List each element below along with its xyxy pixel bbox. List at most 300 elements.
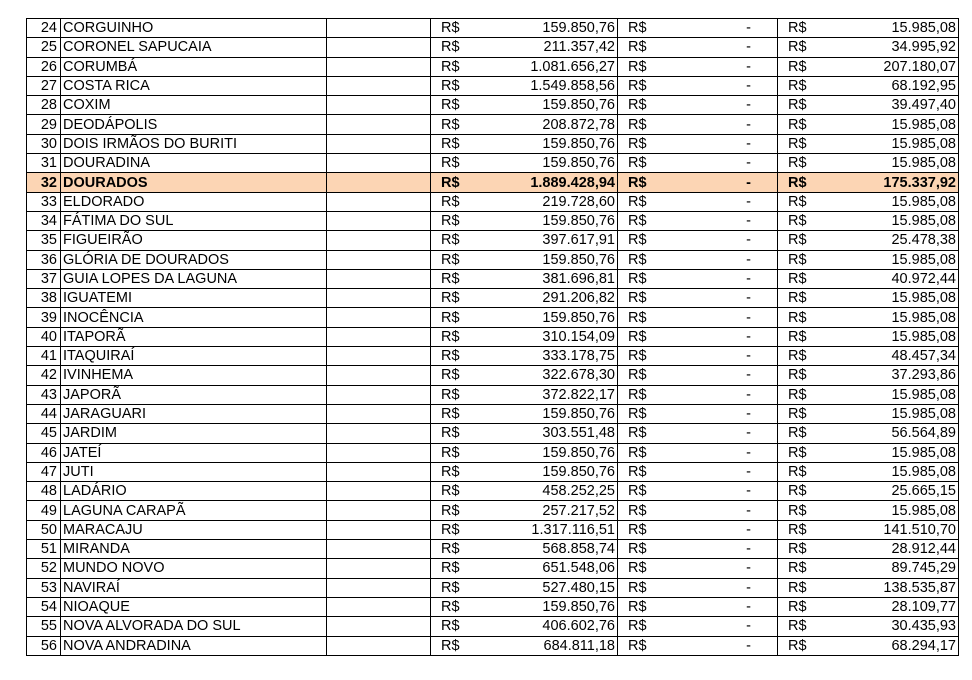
amount-value: 1.549.858,56: [479, 76, 618, 95]
amount-value: 303.551,48: [479, 424, 618, 443]
table-row: [27, 76, 959, 95]
dash-value: -: [656, 76, 778, 95]
currency-label: R$: [618, 578, 656, 597]
currency-label: R$: [618, 115, 656, 134]
municipality-name: ITAPORÃ: [61, 327, 327, 346]
transfer-value: 138.535,87: [824, 578, 959, 597]
table-row: [27, 404, 959, 423]
dash-value: -: [656, 385, 778, 404]
municipality-name: NOVA ANDRADINA: [61, 636, 327, 655]
currency-label: R$: [778, 578, 824, 597]
row-number: 53: [27, 578, 61, 597]
empty-cell: [327, 76, 431, 95]
currency-label: R$: [618, 501, 656, 520]
table-row: [27, 308, 959, 327]
dash-value: -: [656, 520, 778, 539]
currency-label: R$: [431, 269, 479, 288]
row-number: 40: [27, 327, 61, 346]
transfer-value: 15.985,08: [824, 404, 959, 423]
currency-label: R$: [431, 76, 479, 95]
currency-label: R$: [618, 385, 656, 404]
table-row: [27, 134, 959, 153]
municipality-name: CORUMBÁ: [61, 57, 327, 76]
municipality-name: JUTI: [61, 462, 327, 481]
table-row: [27, 211, 959, 230]
currency-label: R$: [778, 385, 824, 404]
amount-value: 406.602,76: [479, 617, 618, 636]
empty-cell: [327, 173, 431, 192]
row-number: 25: [27, 38, 61, 57]
dash-value: -: [656, 250, 778, 269]
row-number: 29: [27, 115, 61, 134]
currency-label: R$: [778, 540, 824, 559]
table-row: [27, 231, 959, 250]
dash-value: -: [656, 38, 778, 57]
currency-label: R$: [431, 617, 479, 636]
amount-value: 310.154,09: [479, 327, 618, 346]
empty-cell: [327, 19, 431, 38]
table-row: [27, 482, 959, 501]
currency-label: R$: [778, 308, 824, 327]
amount-value: 208.872,78: [479, 115, 618, 134]
municipality-name: NOVA ALVORADA DO SUL: [61, 617, 327, 636]
currency-label: R$: [778, 443, 824, 462]
table-row: [27, 57, 959, 76]
currency-label: R$: [778, 617, 824, 636]
row-number: 33: [27, 192, 61, 211]
dash-value: -: [656, 424, 778, 443]
currency-label: R$: [431, 192, 479, 211]
amount-value: 1.081.656,27: [479, 57, 618, 76]
currency-label: R$: [431, 347, 479, 366]
dash-value: -: [656, 636, 778, 655]
municipality-name: DOIS IRMÃOS DO BURITI: [61, 134, 327, 153]
row-number: 46: [27, 443, 61, 462]
row-number: 36: [27, 250, 61, 269]
currency-label: R$: [778, 19, 824, 38]
currency-label: R$: [618, 19, 656, 38]
municipality-name: JARAGUARI: [61, 404, 327, 423]
empty-cell: [327, 115, 431, 134]
currency-label: R$: [618, 347, 656, 366]
empty-cell: [327, 308, 431, 327]
municipality-name: ITAQUIRAÍ: [61, 347, 327, 366]
transfer-value: 25.478,38: [824, 231, 959, 250]
amount-value: 159.850,76: [479, 308, 618, 327]
amount-value: 219.728,60: [479, 192, 618, 211]
currency-label: R$: [778, 404, 824, 423]
empty-cell: [327, 57, 431, 76]
row-number: 43: [27, 385, 61, 404]
table-row: [27, 192, 959, 211]
empty-cell: [327, 96, 431, 115]
empty-cell: [327, 327, 431, 346]
transfer-value: 15.985,08: [824, 115, 959, 134]
currency-label: R$: [618, 482, 656, 501]
amount-value: 568.858,74: [479, 540, 618, 559]
table-row: [27, 347, 959, 366]
municipality-name: MARACAJU: [61, 520, 327, 539]
currency-label: R$: [431, 636, 479, 655]
empty-cell: [327, 559, 431, 578]
currency-label: R$: [778, 269, 824, 288]
amount-value: 159.850,76: [479, 134, 618, 153]
row-number: 26: [27, 57, 61, 76]
currency-label: R$: [618, 540, 656, 559]
amount-value: 1.317.116,51: [479, 520, 618, 539]
currency-label: R$: [778, 173, 824, 192]
currency-label: R$: [618, 636, 656, 655]
transfer-value: 175.337,92: [824, 173, 959, 192]
empty-cell: [327, 154, 431, 173]
empty-cell: [327, 134, 431, 153]
municipality-name: FIGUEIRÃO: [61, 231, 327, 250]
currency-label: R$: [618, 173, 656, 192]
currency-label: R$: [618, 76, 656, 95]
row-number: 28: [27, 96, 61, 115]
currency-label: R$: [431, 597, 479, 616]
currency-label: R$: [618, 57, 656, 76]
table-row: [27, 540, 959, 559]
municipality-name: MUNDO NOVO: [61, 559, 327, 578]
dash-value: -: [656, 482, 778, 501]
currency-label: R$: [778, 154, 824, 173]
currency-label: R$: [618, 424, 656, 443]
currency-label: R$: [778, 231, 824, 250]
dash-value: -: [656, 96, 778, 115]
currency-label: R$: [618, 211, 656, 230]
empty-cell: [327, 501, 431, 520]
currency-label: R$: [431, 19, 479, 38]
row-number: 55: [27, 617, 61, 636]
amount-value: 381.696,81: [479, 269, 618, 288]
municipality-name: JARDIM: [61, 424, 327, 443]
empty-cell: [327, 269, 431, 288]
transfer-value: 48.457,34: [824, 347, 959, 366]
table-row: [27, 617, 959, 636]
currency-label: R$: [431, 211, 479, 230]
empty-cell: [327, 250, 431, 269]
currency-label: R$: [618, 231, 656, 250]
dash-value: -: [656, 19, 778, 38]
empty-cell: [327, 385, 431, 404]
row-number: 48: [27, 482, 61, 501]
table-row: [27, 597, 959, 616]
transfer-value: 15.985,08: [824, 501, 959, 520]
currency-label: R$: [431, 404, 479, 423]
empty-cell: [327, 462, 431, 481]
dash-value: -: [656, 115, 778, 134]
empty-cell: [327, 192, 431, 211]
row-number: 37: [27, 269, 61, 288]
table-row: [27, 289, 959, 308]
table-row: [27, 520, 959, 539]
currency-label: R$: [618, 192, 656, 211]
table-row: [27, 578, 959, 597]
amount-value: 257.217,52: [479, 501, 618, 520]
currency-label: R$: [618, 289, 656, 308]
amount-value: 1.889.428,94: [479, 173, 618, 192]
row-number: 56: [27, 636, 61, 655]
table-row: [27, 38, 959, 57]
currency-label: R$: [431, 154, 479, 173]
table-row: [27, 424, 959, 443]
empty-cell: [327, 404, 431, 423]
table-row: [27, 501, 959, 520]
table-row: [27, 154, 959, 173]
currency-label: R$: [778, 520, 824, 539]
table-row: [27, 96, 959, 115]
municipality-name: FÁTIMA DO SUL: [61, 211, 327, 230]
dash-value: -: [656, 501, 778, 520]
dash-value: -: [656, 617, 778, 636]
row-number: 41: [27, 347, 61, 366]
amount-value: 159.850,76: [479, 597, 618, 616]
currency-label: R$: [431, 559, 479, 578]
transfer-value: 56.564,89: [824, 424, 959, 443]
transfer-value: 15.985,08: [824, 289, 959, 308]
table-row: [27, 269, 959, 288]
currency-label: R$: [778, 192, 824, 211]
table-row: [27, 366, 959, 385]
dash-value: -: [656, 559, 778, 578]
amount-value: 372.822,17: [479, 385, 618, 404]
amount-value: 159.850,76: [479, 154, 618, 173]
municipality-name: DOURADINA: [61, 154, 327, 173]
transfer-value: 207.180,07: [824, 57, 959, 76]
currency-label: R$: [618, 327, 656, 346]
municipality-name: GUIA LOPES DA LAGUNA: [61, 269, 327, 288]
currency-label: R$: [778, 289, 824, 308]
dash-value: -: [656, 57, 778, 76]
currency-label: R$: [778, 57, 824, 76]
row-number: 42: [27, 366, 61, 385]
row-number: 27: [27, 76, 61, 95]
transfer-value: 25.665,15: [824, 482, 959, 501]
amount-value: 159.850,76: [479, 404, 618, 423]
transfer-value: 15.985,08: [824, 308, 959, 327]
currency-label: R$: [431, 231, 479, 250]
currency-label: R$: [778, 96, 824, 115]
row-number: 35: [27, 231, 61, 250]
empty-cell: [327, 211, 431, 230]
transfer-value: 30.435,93: [824, 617, 959, 636]
dash-value: -: [656, 540, 778, 559]
dash-value: -: [656, 211, 778, 230]
municipality-name: DOURADOS: [61, 173, 327, 192]
transfer-value: 15.985,08: [824, 250, 959, 269]
empty-cell: [327, 443, 431, 462]
table-row: [27, 327, 959, 346]
empty-cell: [327, 520, 431, 539]
table-row: [27, 385, 959, 404]
municipality-name: ELDORADO: [61, 192, 327, 211]
currency-label: R$: [431, 38, 479, 57]
municipality-name: CORONEL SAPUCAIA: [61, 38, 327, 57]
currency-label: R$: [778, 347, 824, 366]
currency-label: R$: [431, 578, 479, 597]
municipality-name: INOCÊNCIA: [61, 308, 327, 327]
row-number: 54: [27, 597, 61, 616]
currency-label: R$: [618, 250, 656, 269]
row-number: 39: [27, 308, 61, 327]
dash-value: -: [656, 347, 778, 366]
currency-label: R$: [431, 327, 479, 346]
amount-value: 159.850,76: [479, 443, 618, 462]
table-row: [27, 443, 959, 462]
transfer-value: 15.985,08: [824, 327, 959, 346]
currency-label: R$: [778, 38, 824, 57]
transfer-value: 15.985,08: [824, 211, 959, 230]
currency-label: R$: [618, 308, 656, 327]
transfer-value: 89.745,29: [824, 559, 959, 578]
municipality-name: NAVIRAÍ: [61, 578, 327, 597]
transfer-value: 141.510,70: [824, 520, 959, 539]
currency-label: R$: [431, 289, 479, 308]
currency-label: R$: [431, 482, 479, 501]
currency-label: R$: [431, 385, 479, 404]
amount-value: 291.206,82: [479, 289, 618, 308]
amount-value: 333.178,75: [479, 347, 618, 366]
empty-cell: [327, 540, 431, 559]
amount-value: 159.850,76: [479, 250, 618, 269]
row-number: 34: [27, 211, 61, 230]
currency-label: R$: [431, 462, 479, 481]
dash-value: -: [656, 366, 778, 385]
row-number: 52: [27, 559, 61, 578]
currency-label: R$: [618, 462, 656, 481]
municipality-name: CORGUINHO: [61, 19, 327, 38]
empty-cell: [327, 231, 431, 250]
row-number: 31: [27, 154, 61, 173]
empty-cell: [327, 289, 431, 308]
currency-label: R$: [778, 211, 824, 230]
amount-value: 159.850,76: [479, 19, 618, 38]
transfer-value: 37.293,86: [824, 366, 959, 385]
currency-label: R$: [618, 96, 656, 115]
dash-value: -: [656, 289, 778, 308]
transfer-value: 68.192,95: [824, 76, 959, 95]
transfer-value: 15.985,08: [824, 154, 959, 173]
table-body: [27, 19, 959, 656]
row-number: 50: [27, 520, 61, 539]
municipality-name: LADÁRIO: [61, 482, 327, 501]
municipality-name: MIRANDA: [61, 540, 327, 559]
currency-label: R$: [431, 250, 479, 269]
currency-label: R$: [618, 38, 656, 57]
empty-cell: [327, 617, 431, 636]
municipality-values-table: [26, 18, 959, 656]
dash-value: -: [656, 192, 778, 211]
transfer-value: 15.985,08: [824, 462, 959, 481]
transfer-value: 15.985,08: [824, 192, 959, 211]
currency-label: R$: [778, 115, 824, 134]
row-number: 24: [27, 19, 61, 38]
currency-label: R$: [778, 482, 824, 501]
currency-label: R$: [431, 134, 479, 153]
municipality-name: COSTA RICA: [61, 76, 327, 95]
transfer-value: 40.972,44: [824, 269, 959, 288]
dash-value: -: [656, 134, 778, 153]
municipality-name: JATEÍ: [61, 443, 327, 462]
dash-value: -: [656, 597, 778, 616]
transfer-value: 15.985,08: [824, 19, 959, 38]
currency-label: R$: [778, 250, 824, 269]
row-number: 44: [27, 404, 61, 423]
empty-cell: [327, 482, 431, 501]
transfer-value: 39.497,40: [824, 96, 959, 115]
transfer-value: 34.995,92: [824, 38, 959, 57]
empty-cell: [327, 366, 431, 385]
currency-label: R$: [618, 154, 656, 173]
transfer-value: 28.912,44: [824, 540, 959, 559]
currency-label: R$: [618, 134, 656, 153]
dash-value: -: [656, 578, 778, 597]
amount-value: 397.617,91: [479, 231, 618, 250]
currency-label: R$: [778, 597, 824, 616]
table-row: [27, 19, 959, 38]
currency-label: R$: [431, 443, 479, 462]
municipality-name: COXIM: [61, 96, 327, 115]
currency-label: R$: [618, 617, 656, 636]
currency-label: R$: [618, 520, 656, 539]
currency-label: R$: [618, 366, 656, 385]
dash-value: -: [656, 462, 778, 481]
currency-label: R$: [618, 404, 656, 423]
row-number: 30: [27, 134, 61, 153]
currency-label: R$: [431, 96, 479, 115]
dash-value: -: [656, 443, 778, 462]
currency-label: R$: [431, 540, 479, 559]
dash-value: -: [656, 404, 778, 423]
dash-value: -: [656, 327, 778, 346]
transfer-value: 15.985,08: [824, 443, 959, 462]
currency-label: R$: [778, 134, 824, 153]
currency-label: R$: [778, 559, 824, 578]
municipality-name: NIOAQUE: [61, 597, 327, 616]
amount-value: 458.252,25: [479, 482, 618, 501]
row-number: 49: [27, 501, 61, 520]
amount-value: 322.678,30: [479, 366, 618, 385]
amount-value: 159.850,76: [479, 462, 618, 481]
currency-label: R$: [431, 366, 479, 385]
currency-label: R$: [431, 173, 479, 192]
municipality-name: GLÓRIA DE DOURADOS: [61, 250, 327, 269]
row-number: 32: [27, 173, 61, 192]
currency-label: R$: [431, 57, 479, 76]
municipality-name: IVINHEMA: [61, 366, 327, 385]
amount-value: 159.850,76: [479, 96, 618, 115]
currency-label: R$: [778, 636, 824, 655]
dash-value: -: [656, 308, 778, 327]
table-row: [27, 250, 959, 269]
currency-label: R$: [431, 115, 479, 134]
table-row: [27, 173, 959, 192]
currency-label: R$: [618, 443, 656, 462]
table-row: [27, 115, 959, 134]
row-number: 51: [27, 540, 61, 559]
currency-label: R$: [778, 76, 824, 95]
municipality-name: JAPORÃ: [61, 385, 327, 404]
transfer-value: 28.109,77: [824, 597, 959, 616]
row-number: 45: [27, 424, 61, 443]
currency-label: R$: [431, 424, 479, 443]
empty-cell: [327, 38, 431, 57]
amount-value: 684.811,18: [479, 636, 618, 655]
currency-label: R$: [431, 520, 479, 539]
municipality-name: IGUATEMI: [61, 289, 327, 308]
currency-label: R$: [618, 597, 656, 616]
